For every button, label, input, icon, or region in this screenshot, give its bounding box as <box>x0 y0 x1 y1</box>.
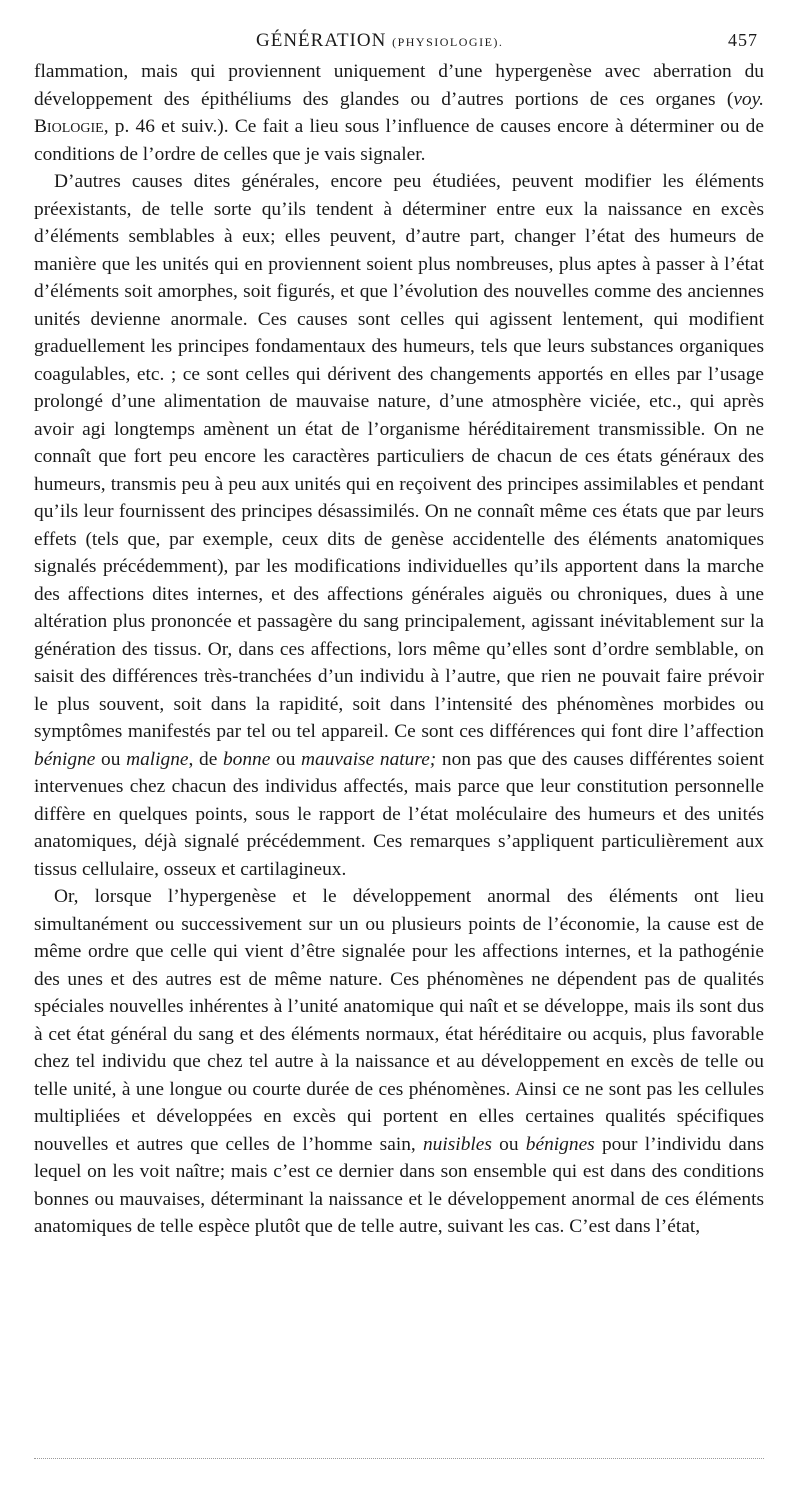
page <box>34 30 764 1241</box>
paragraph <box>34 168 764 883</box>
paragraph <box>34 883 764 1241</box>
running-title-sub: (PHYSIOLOGIE). <box>392 35 504 49</box>
text-run: ou <box>270 748 302 770</box>
body-text <box>34 58 764 1241</box>
running-title <box>256 30 503 52</box>
text-run: ou <box>95 748 127 770</box>
text-run: , p. 46 et suiv.). Ce fait a lieu sous l’influence de causes encore à déterminer ou de conditions de l’ordre de celles que je vais signaler. <box>34 116 764 165</box>
text-run: D’autres causes dites générales, encore peu étudiées, peuvent modifier les éléments préexistants, de telle sorte qu’ils tendent à déterminer entre eux la naissance en excès d’éléments semblables à eux; elles peuvent, d’autre part, changer l’état des humeurs de manière que les unités qui en proviennent soient plus nombreuses, plus aptes à passer à l’état d’éléments soit amorphes, soit figurés, et que l’évolution des nouvelles comme des anciennes unités devienne anormale. Ces causes sont celles qui agissent lentement, qui modifient graduellement les principes fondamentaux des humeurs, tels que leurs substances organiques coagulables, etc. ; ce sont celles qui dérivent des changements apportés en elles par l’usage prolongé d’une alimentation de mauvaise nature, d’une atmosphère viciée, etc., qui après avoir agi longtemps amènent un état de l’organisme héréditairement transmissible. On ne connaît que fort peu encore les caractères particuliers de chacun de ces états généraux des humeurs, transmis peu à peu aux unités qui en reçoivent des principes assimilables et pendant qu’ils leur fournissent des principes désassimilés. On ne connaît même ces états que par leurs effets (tels que, par exemple, ceux dits de genèse accidentelle des éléments anatomiques signalés précédemment), par les modifications individuelles qu’ils apportent dans la marche des affections dites internes, et des affections générales aiguës ou chroniques, dues à une altération plus prononcée et passagère du sang principalement, agissant inévitablement sur la génération des tissus. Or, dans ces affections, lors même qu’elles sont d’ordre semblable, on saisit des différences très-tranchées d’un individu à l’autre, que rien ne pouvait faire prévoir le plus souvent, soit dans la rapidité, soit dans l’intensité des phénomènes morbides ou symptômes manifestés par tel ou tel appareil. Ce sont ces différences qui font dire l’affection <box>34 171 764 742</box>
italic-text: maligne <box>126 748 189 770</box>
italic-text: bénignes <box>525 1133 595 1155</box>
text-run: Or, lorsque l’hypergenèse et le développement anormal des éléments ont lieu simultanément ou successivement sur un ou plusieurs points de l’économie, la cause est de même ordre que celle qui vient d’être signalée pour les affections internes, et la pathogénie des unes et des autres est de même nature. Ces phénomènes ne dépendent pas de qualités spéciales nouvelles inhérentes à l’unité anatomique qui naît et se développe, mais ils sont dus à cet état général du sang et des éléments normaux, état héréditaire ou acquis, plus favorable chez tel individu que chez tel autre à la naissance et au développement en excès de telle ou telle unité, à une longue ou courte durée de ces phénomènes. Ainsi ce ne sont pas les cellules multipliées et développées en excès qui portent en elles certaines qualités spécifiques nouvelles et autres que celles de l’homme sain, <box>34 886 764 1155</box>
footer-rule <box>34 1458 764 1459</box>
text-run: ou <box>491 1133 526 1155</box>
page-number: 457 <box>728 30 758 50</box>
italic-text: bonne <box>222 748 271 770</box>
italic-text: nuisibles <box>422 1133 492 1155</box>
italic-text: mauvaise nature; <box>301 748 437 770</box>
smallcaps-text: Biologie <box>34 116 104 137</box>
paragraph <box>34 58 764 168</box>
running-title-main: GÉNÉRATION <box>256 30 387 51</box>
text-run: non pas que des causes différentes soient intervenues chez chacun des individus affectés, mais parce que leur constitution personnelle diffère en quelques points, sous le rapport de l’état moléculaire des humeurs et des unités anatomiques, déjà signalé précédemment. Ces remarques s’appliquent particulièrement aux tissus cellulaire, osseux et cartilagineux. <box>34 748 764 880</box>
text-run: , de <box>188 748 223 770</box>
text-run: pour l’individu dans lequel on les voit naître; mais c’est ce dernier dans son ensemble qui est dans des conditions bonnes ou mauvaises, déterminant la naissance et le développement anormal de ces éléments anatomiques de telle espèce plutôt que de telle autre, suivant les cas. C’est dans l’état, <box>34 1133 764 1237</box>
text-run: flammation, mais qui proviennent uniquement d’une hypergenèse avec aberration du développement des épithéliums des glandes ou d’autres portions de ces organes ( <box>34 61 764 110</box>
running-head <box>34 30 764 58</box>
italic-text: bénigne <box>34 748 96 770</box>
italic-text: voy. <box>733 88 764 110</box>
